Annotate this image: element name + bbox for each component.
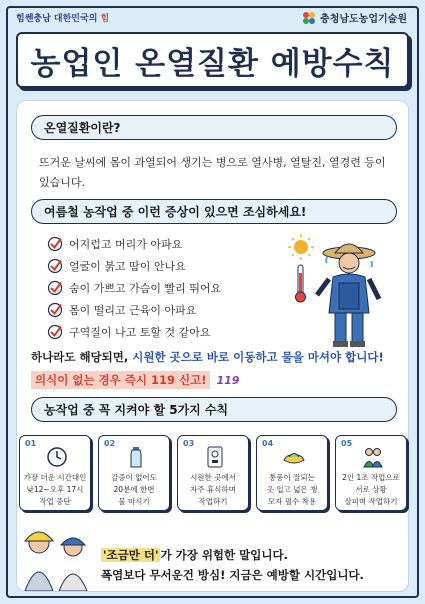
farmers-group-illustration — [19, 519, 99, 591]
symptom-item — [47, 299, 221, 321]
symptom-item — [47, 321, 221, 343]
rule-line: 시원한 곳에서 — [190, 473, 236, 482]
emergency-notice — [31, 371, 239, 389]
symptom-list — [47, 233, 221, 343]
two-people-icon — [362, 446, 384, 468]
rule-text — [259, 472, 325, 508]
rule-line: 20분에 한번 — [113, 485, 155, 494]
section-heading-rules: 농작업 중 꼭 지켜야 할 5가지 수칙 — [31, 397, 397, 422]
water-bottle-icon — [125, 446, 147, 468]
rules-row — [17, 435, 410, 511]
definition-text: 뜨거운 날씨에 몸이 과열되어 생기는 병으로 열사병, 열탈진, 열경련 등이 있습니다. — [39, 156, 386, 189]
check-icon — [47, 302, 63, 318]
rule-line: 서로 상황 — [355, 485, 387, 494]
rule-number: 03 — [183, 439, 195, 448]
rule-line: 작업하기 — [198, 497, 228, 506]
rule-line: 자주 휴식하며 — [190, 485, 236, 494]
rule-line: 2인 1조 작업으로 — [342, 473, 400, 482]
emergency-text: 의식이 없는 경우 즉시 119 신고! — [31, 371, 210, 389]
thermometer-icon — [296, 265, 306, 302]
rule-line: 갈증이 없어도 — [111, 473, 157, 482]
rule-card-5 — [335, 435, 407, 511]
sun-visor-hat-icon — [283, 446, 305, 468]
title-box — [16, 32, 409, 88]
clock-icon — [46, 446, 68, 468]
rule-line: 물 마시기 — [118, 497, 150, 506]
org-name: 충청남도농업기술원 — [320, 14, 407, 25]
rule-line: 살피며 작업하기 — [344, 497, 398, 506]
rule-text — [180, 472, 246, 508]
section-heading-symptoms: 여름철 농작업 중 이런 증상이 있으면 조심하세요! — [31, 199, 397, 224]
organization — [302, 10, 407, 25]
air-conditioner-icon — [204, 446, 226, 468]
rule-line: 가장 더운 시간대인 — [23, 473, 87, 482]
action-prefix: 하나라도 해당되면, — [31, 350, 133, 364]
content-card — [16, 100, 409, 592]
footer-line-1-rest: 가 가장 위험한 말입니다. — [160, 548, 288, 562]
top-row — [10, 10, 415, 30]
footer-line-1 — [101, 547, 288, 563]
rule-line: 옷 입고 넓은 챙 — [266, 485, 318, 494]
symptom-item — [47, 277, 221, 299]
page-title: 농업인 온열질환 예방수칙 — [30, 45, 395, 82]
symptom-text: 숨이 가쁘고 가슴이 빨리 뛰어요 — [69, 282, 222, 295]
rule-card-4 — [256, 435, 328, 511]
symptom-text: 몸이 떨리고 근육이 아파요 — [69, 304, 197, 317]
slogan — [16, 11, 109, 24]
footer-line-2: 폭염보다 무서운건 방심! 지금은 예방할 시간입니다. — [101, 568, 364, 582]
rule-number: 05 — [341, 439, 353, 448]
symptom-item — [47, 255, 221, 277]
rule-card-1 — [19, 435, 91, 511]
symptom-item — [47, 233, 221, 255]
sun-icon — [288, 234, 314, 260]
action-notice — [31, 349, 384, 365]
rule-number: 02 — [104, 439, 116, 448]
action-highlight: 시원한 곳으로 바로 이동하고 물을 마셔야 합니다! — [132, 350, 384, 364]
section-heading-definition: 온열질환이란? — [31, 115, 397, 140]
check-icon — [47, 280, 63, 296]
check-icon — [47, 258, 63, 274]
badge-119-icon: 119 — [216, 373, 240, 387]
rule-text — [22, 472, 88, 508]
check-icon — [47, 236, 63, 252]
org-logo-icon — [302, 11, 316, 25]
rule-number: 04 — [262, 439, 274, 448]
footer-quote: '조금만 더' — [103, 548, 159, 562]
symptom-text: 얼굴이 붉고 땀이 안나요 — [69, 260, 186, 273]
rule-line: 낮12~오후 17시 — [26, 485, 84, 494]
sweating-farmer-illustration — [287, 231, 387, 351]
symptom-text: 구역질이 나고 토할 것 같아요 — [69, 326, 211, 339]
rule-text — [338, 472, 404, 508]
slogan-part-b: 대한민국의 — [53, 14, 101, 24]
rule-card-2 — [98, 435, 170, 511]
check-icon — [47, 324, 63, 340]
rule-number: 01 — [25, 439, 37, 448]
slogan-part-a: 힘쎈충남 — [16, 14, 51, 24]
rule-line: 작업 중단 — [39, 497, 71, 506]
rule-text — [101, 472, 167, 508]
symptom-text: 어지럽고 머리가 아파요 — [69, 238, 183, 251]
rule-card-3 — [177, 435, 249, 511]
rule-line: 모자 필수 착용 — [267, 497, 317, 506]
slogan-part-c: 힘 — [100, 14, 110, 24]
rule-line: 통풍이 잘되는 — [269, 473, 315, 482]
